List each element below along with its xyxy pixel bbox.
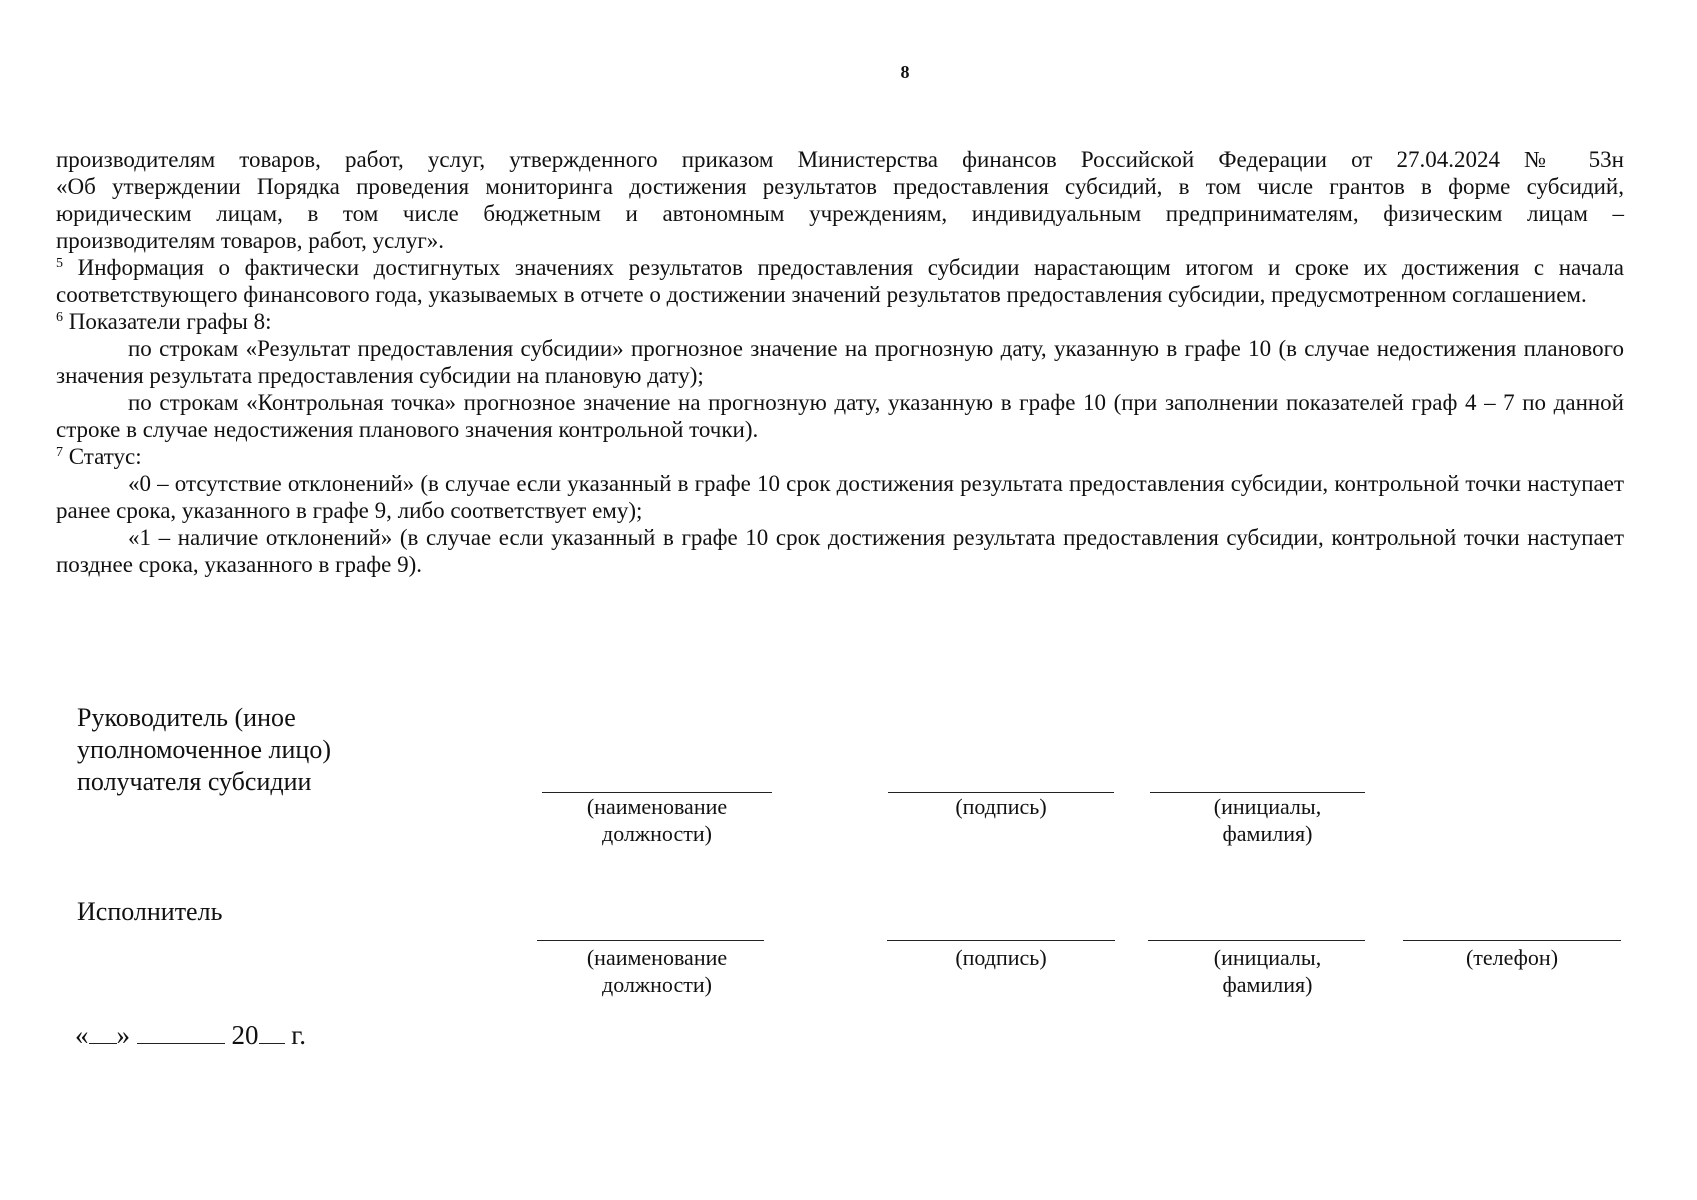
- head-position-caption: [542, 793, 772, 847]
- head-signatory-label: [77, 702, 331, 798]
- date-year-suffix: г.: [291, 1020, 307, 1050]
- caption-line: (наименование: [586, 945, 728, 970]
- footnote-text: Информация о фактически достигнутых значениях результатов предоставления субсидии нарастающим итогом и сроке их достижения с начала соответствующего финансового года, указываемых в отчете о достижении значений результатов предоставления субсидии, предусмотренном соглашением.: [56, 255, 1625, 307]
- executor-position-line[interactable]: [537, 940, 764, 941]
- executor-name-caption: [1150, 944, 1385, 998]
- footnote-continuation-line: производителям товаров, работ, услуг».: [56, 228, 445, 253]
- label-line: Руководитель (иное: [77, 703, 296, 732]
- date-close-quote: »: [116, 1020, 130, 1050]
- page-number: 8: [900, 62, 910, 82]
- footnote-6-item: по строкам «Контрольная точка» прогнозное значение на прогнозную дату, указанную в графе 10 (при заполнении показателей граф 4 – 7 по данной строке в случае недостижения планового значения контрольной точки).: [56, 390, 1624, 442]
- head-signature-caption: (подпись): [955, 794, 1047, 819]
- executor-signature-caption: (подпись): [955, 945, 1047, 970]
- footnote-7-item: «0 – отсутствие отклонений» (в случае если указанный в графе 10 срок достижения результата предоставления субсидии, контрольной точки наступает ранее срока, указанного в графе 9, либо соответствует ему);: [56, 471, 1624, 523]
- label-line: получателя субсидии: [77, 767, 312, 796]
- date-year-prefix: 20: [231, 1020, 259, 1050]
- date-year-blank[interactable]: [259, 1043, 285, 1044]
- caption-line: (наименование: [586, 794, 728, 819]
- footnote-number: 6: [56, 310, 63, 325]
- footnote-title: Показатели графы 8:: [68, 309, 272, 334]
- footnote-number: 5: [56, 256, 63, 271]
- head-name-caption: [1150, 793, 1385, 847]
- footnote-title: Статус:: [68, 444, 142, 469]
- caption-line: фамилия): [1222, 972, 1313, 997]
- caption-line: (инициалы,: [1213, 945, 1322, 970]
- footnote-7-item: «1 – наличие отклонений» (в случае если указанный в графе 10 срок достижения результата предоставления субсидии, контрольной точки наступает позднее срока, указанного в графе 9).: [56, 525, 1624, 577]
- footnote-continuation-line: производителям товаров, работ, услуг, утвержденного приказом Министерства финансов Российской Федерации от 27.04.2024 № 53н: [56, 147, 1624, 172]
- executor-name-line[interactable]: [1148, 940, 1365, 941]
- date-month-blank[interactable]: [137, 1043, 225, 1044]
- footnote-6-title: [56, 308, 1624, 335]
- footnote-continuation-line: юридическим лицам, в том числе бюджетным и автономным учреждениям, индивидуальным предпринимателям, физическим лицам –: [56, 201, 1624, 226]
- executor-signature-line[interactable]: [887, 940, 1115, 941]
- caption-line: фамилия): [1222, 821, 1313, 846]
- footnote-continuation-line: «Об утверждении Порядка проведения мониторинга достижения результатов предоставления субсидий, в том числе грантов в форме субсидий,: [56, 174, 1624, 199]
- executor-phone-caption: (телефон): [1465, 945, 1559, 970]
- label-line: уполномоченное лицо): [77, 735, 332, 764]
- caption-line: должности): [602, 972, 712, 997]
- footnote-7-title: [56, 443, 1624, 470]
- executor-label: Исполнитель: [77, 897, 223, 926]
- executor-phone-line[interactable]: [1403, 940, 1621, 941]
- footnote-6-item: по строкам «Результат предоставления субсидии» прогнозное значение на прогнозную дату, указанную в графе 10 (в случае недостижения планового значения результата предоставления субсидии на плановую дату);: [56, 336, 1624, 388]
- footnote-number: 7: [56, 445, 63, 460]
- executor-position-caption: [542, 944, 772, 998]
- date-open-quote: «: [75, 1020, 89, 1050]
- footnotes: [56, 146, 1624, 578]
- footnote-5: [56, 254, 1624, 308]
- date-line: [75, 1020, 306, 1051]
- date-day-blank[interactable]: [89, 1043, 117, 1044]
- caption-line: должности): [602, 821, 712, 846]
- caption-line: (инициалы,: [1213, 794, 1322, 819]
